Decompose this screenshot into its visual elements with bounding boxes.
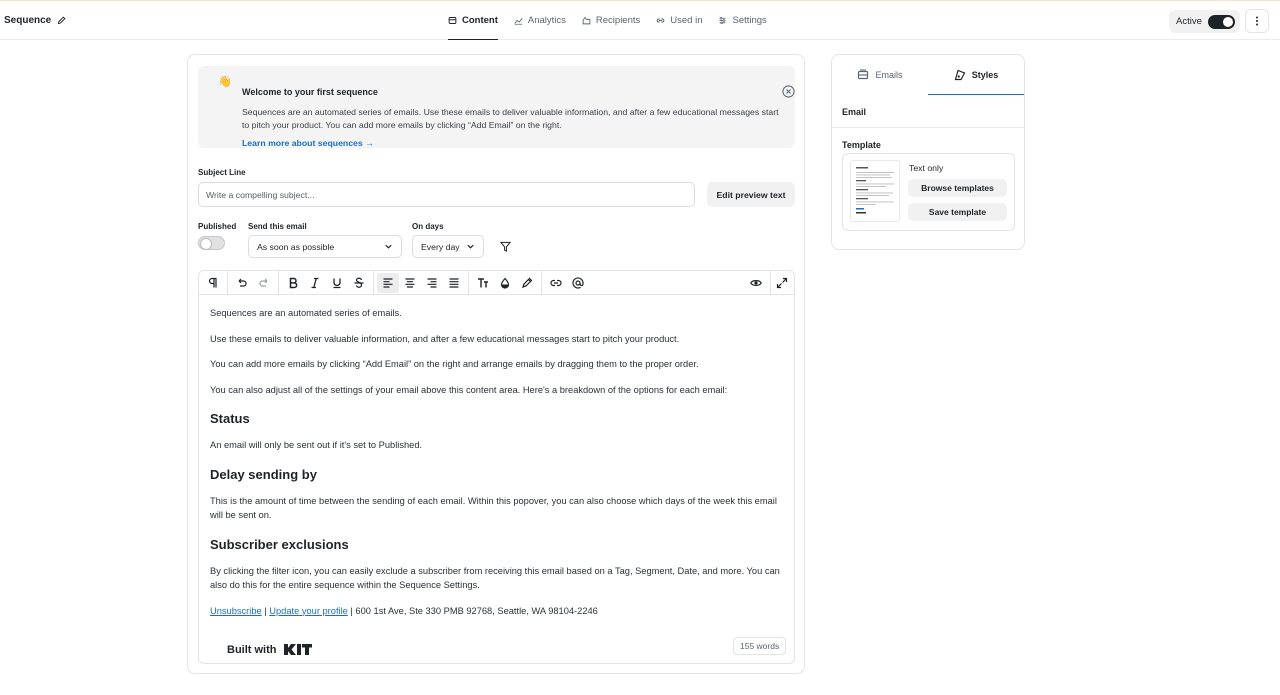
template-thumbnail xyxy=(850,160,900,222)
browse-templates-button[interactable]: Browse templates xyxy=(908,179,1007,197)
built-with-text: Built with xyxy=(227,643,277,656)
wave-icon: 👋 xyxy=(218,76,232,88)
paragraph-group xyxy=(199,271,228,295)
align-justify-icon xyxy=(448,277,460,289)
published-toggle[interactable] xyxy=(198,236,225,250)
bold-button[interactable] xyxy=(282,273,304,293)
expand-icon xyxy=(776,277,788,289)
tab-content-label: Content xyxy=(462,14,498,26)
paragraph-3: You can add more emails by clicking “Add Email” on the right and arrange emails by dragging them to the proper order. xyxy=(210,359,699,369)
pilcrow-icon xyxy=(207,277,219,289)
chevron-down-icon xyxy=(466,242,475,251)
eye-icon xyxy=(750,277,762,289)
side-tabs xyxy=(832,55,1024,95)
recipients-icon xyxy=(582,16,591,25)
status-text: An email will only be sent out if it's set to Published. xyxy=(210,440,423,450)
styles-icon xyxy=(954,69,966,81)
welcome-title: Welcome to your first sequence xyxy=(242,87,378,97)
undo-button[interactable] xyxy=(231,273,253,293)
welcome-banner xyxy=(198,66,795,148)
color-drop-icon xyxy=(499,277,511,289)
pencil-icon[interactable] xyxy=(57,16,66,25)
status-toggle[interactable] xyxy=(1208,15,1235,29)
redo-button[interactable] xyxy=(253,273,275,293)
redo-icon xyxy=(258,277,270,289)
undo-icon xyxy=(236,277,248,289)
underline-button[interactable] xyxy=(326,273,348,293)
rich-text-editor xyxy=(198,270,795,664)
tab-styles[interactable] xyxy=(928,55,1024,95)
built-with-badge[interactable] xyxy=(227,643,313,656)
template-section-label: Template xyxy=(842,140,881,150)
heading-status: Status xyxy=(210,411,250,426)
delay-text: This is the amount of time between the sending of each email. Within this popover, you can also choose which days of the week this email will be sent on. xyxy=(210,495,777,520)
days-value: Every day xyxy=(421,241,460,252)
tab-emails-label: Emails xyxy=(875,70,903,80)
tab-emails[interactable] xyxy=(832,55,928,95)
kit-logo xyxy=(283,643,313,656)
align-right-icon xyxy=(426,277,438,289)
align-right-button[interactable] xyxy=(421,273,443,293)
kebab-icon xyxy=(1252,16,1262,26)
strikethrough-button[interactable] xyxy=(348,273,370,293)
align-group xyxy=(374,271,469,295)
save-template-button[interactable]: Save template xyxy=(908,203,1007,221)
sequence-title[interactable] xyxy=(4,15,66,26)
bold-icon xyxy=(287,277,299,289)
emails-icon xyxy=(857,69,869,81)
email-section-label: Email xyxy=(842,107,867,117)
filter-icon[interactable] xyxy=(500,241,511,252)
editor-toolbar xyxy=(199,271,794,295)
style-group xyxy=(469,271,542,295)
link-icon xyxy=(656,16,665,25)
paragraph-button[interactable] xyxy=(202,273,224,293)
settings-icon xyxy=(718,16,727,25)
tab-styles-label: Styles xyxy=(971,69,999,80)
footer-separator: | xyxy=(261,605,270,616)
highlighter-icon xyxy=(521,277,533,289)
link-icon xyxy=(550,277,562,289)
insert-link-button[interactable] xyxy=(545,273,567,293)
welcome-body: Sequences are an automated series of emails. Use these emails to deliver valuable information, and after a few educational messages start to pitch your product. You can add more emails by clicking “Add Email” on the right. xyxy=(242,107,779,130)
main-tabs xyxy=(448,1,783,40)
history-group xyxy=(228,271,279,295)
expand-controls xyxy=(770,271,793,295)
tab-used-in[interactable] xyxy=(656,1,702,40)
update-profile-link[interactable]: Update your profile xyxy=(269,605,348,616)
side-panel xyxy=(831,54,1025,250)
email-editor-card xyxy=(187,54,805,674)
exclusions-text: By clicking the filter icon, you can easily exclude a subscriber from receiving this email based on a Tag, Segment, Date, and more. You can also do this for the entire sequence within the Sequence Settings. xyxy=(210,565,780,590)
edit-preview-text-button[interactable]: Edit preview text xyxy=(707,182,795,207)
tab-settings-label: Settings xyxy=(732,15,767,26)
tab-recipients-label: Recipients xyxy=(595,15,641,26)
heading-delay: Delay sending by xyxy=(210,466,317,482)
underline-icon xyxy=(331,277,343,289)
tab-analytics[interactable] xyxy=(514,1,566,40)
unsubscribe-link[interactable]: Unsubscribe xyxy=(210,605,262,616)
highlight-button[interactable] xyxy=(516,273,538,293)
top-bar xyxy=(0,1,1280,40)
send-timing-select[interactable] xyxy=(248,235,402,258)
strikethrough-icon xyxy=(353,277,365,289)
word-count: 155 words xyxy=(733,637,786,655)
tab-content[interactable] xyxy=(448,1,498,40)
template-name: Text only xyxy=(909,163,944,173)
template-card xyxy=(842,153,1015,231)
text-size-icon xyxy=(477,277,489,289)
side-divider xyxy=(832,127,1024,128)
align-left-icon xyxy=(382,277,394,289)
send-timing-value: As soon as possible xyxy=(257,241,335,252)
fullscreen-button[interactable] xyxy=(771,273,793,293)
subject-line-label: Subject Line xyxy=(198,168,246,177)
editor-content[interactable] xyxy=(210,306,785,629)
text-color-button[interactable] xyxy=(494,273,516,293)
status-label: Active xyxy=(1176,16,1202,27)
days-select[interactable] xyxy=(412,235,484,258)
more-options-button[interactable] xyxy=(1245,9,1269,33)
italic-icon xyxy=(309,277,321,289)
tab-analytics-label: Analytics xyxy=(527,15,566,26)
paragraph-1: Sequences are an automated series of emails. xyxy=(210,308,402,318)
tab-settings[interactable] xyxy=(718,1,766,40)
tab-used-in-label: Used in xyxy=(670,15,703,26)
view-controls xyxy=(745,271,767,295)
content-icon xyxy=(448,16,457,25)
paragraph-4: You can also adjust all of the settings of your email above this content area. Here's a breakdown of the options for each email: xyxy=(210,384,728,395)
close-icon[interactable] xyxy=(782,85,795,98)
italic-button[interactable] xyxy=(304,273,326,293)
subject-input[interactable] xyxy=(198,182,695,207)
analytics-icon xyxy=(514,16,523,25)
sequence-status[interactable] xyxy=(1169,10,1240,33)
learn-more-link[interactable]: Learn more about sequences → xyxy=(242,138,374,148)
align-center-button[interactable] xyxy=(399,273,421,293)
send-label: Send this email xyxy=(248,222,307,231)
align-center-icon xyxy=(404,277,416,289)
mention-button[interactable] xyxy=(567,273,589,293)
email-footer xyxy=(210,604,785,619)
chevron-down-icon xyxy=(384,242,393,251)
heading-exclusions: Subscriber exclusions xyxy=(210,536,349,552)
paragraph-2: Use these emails to deliver valuable information, and after a few educational messages start to pitch your product. xyxy=(210,333,680,344)
published-label: Published xyxy=(198,222,237,231)
align-justify-button[interactable] xyxy=(443,273,465,293)
template-preview-image xyxy=(851,161,900,222)
at-sign-icon xyxy=(572,277,584,289)
align-left-button[interactable] xyxy=(377,273,399,293)
preview-button[interactable] xyxy=(745,273,767,293)
sequence-title-text: Sequence xyxy=(4,15,52,26)
font-size-button[interactable] xyxy=(472,273,494,293)
tab-recipients[interactable] xyxy=(582,1,640,40)
on-days-label: On days xyxy=(412,222,444,231)
footer-address: | 600 1st Ave, Ste 330 PMB 92768, Seattle, WA 98104-2246 xyxy=(347,605,598,616)
format-group xyxy=(279,271,374,295)
insert-group xyxy=(542,271,592,295)
